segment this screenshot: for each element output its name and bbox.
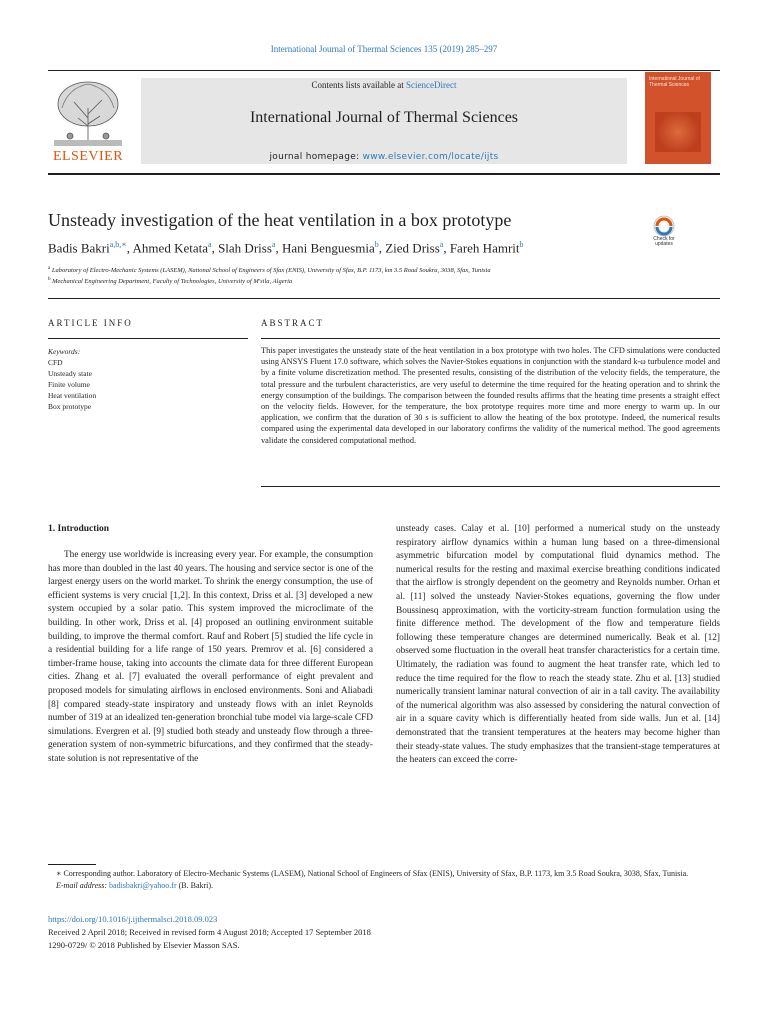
keywords-block xyxy=(48,346,96,412)
author-affiliation-marker[interactable]: a xyxy=(439,240,444,249)
abstract-end-rule xyxy=(261,486,720,487)
journal-cover-image[interactable] xyxy=(645,72,711,164)
author-name: Fareh Hamrit xyxy=(449,240,520,256)
check-updates-label: Check for updates xyxy=(653,236,675,247)
keyword: Box prototype xyxy=(48,402,92,411)
introduction-left-column: The energy use worldwide is increasing every year. For example, the consumption has more than doubled in the last 40 years. The housing and service sector is one of the largest energy users on the world market. To shrink the energy consumption, the use of efficient systems is very crucial [1,2]. In this context, Driss et al. [3] developed a new system occupied by a solar patio. This system improved the microclimate of the building. In other work, Driss et al. [4] proposed an outlining environment suitable building, to improve the thermal comfort. Rauf and Robert [5] studied the life cycle in a residential building for a life range of 150 years. Premrov et al. [6] considered a timber-frame house, taking into accounts the climate data for three different European cities. Zhang et al. [7] evaluated the overall performance of eight prevalent and proposed models for simulating airflows in enclosed environments. Soni and Aliabadi [8] compared steady-state inspiratory and unsteady flows with an inlet Reynolds number of 319 at an idealized ten-generation bronchial tube model via large-scale CFD simulations. Evergren et al. [9] studied both steady and unsteady flow through a three-generation system of non-symmetric bifurcations, and they confirmed that the steady-state solution is not representative of the xyxy=(48,550,373,764)
abstract-heading: ABSTRACT xyxy=(261,318,325,328)
affiliation-a xyxy=(48,266,491,274)
author-affiliation-marker[interactable]: a xyxy=(208,240,212,249)
author-name: Zied Driss xyxy=(385,240,440,256)
header-rule xyxy=(48,70,720,71)
keyword: Unsteady state xyxy=(48,369,92,378)
journal-homepage-line xyxy=(141,152,627,162)
affiliation-marker: a xyxy=(48,266,51,271)
introduction-right-column: unsteady cases. Calay et al. [10] performed a numerical study on the unsteady respiratory airflow dynamics within a human lung based on a three-dimensional asymmetric bifurcation model by computational fluid dynamics method. The numerical results for the resting and maximal exercise breathing conditions indicated that the airflow is strongly dependent on the geometry and Reynolds number. Orhan et al. [11] solved the unsteady Navier-Stokes equations, governing the flow under Boussinesq approximation, with the vorticity-stream function formulation using the finite difference method. The development of the flow and temperature fields following these temperature changes are determined numerically. Beak et al. [12] observed some fluctuation in the overall heat transfer characteristics for a certain time. Ultimately, the radiation was found to augment the heat transfer rate, which led to reduce the time required for the flow to reach the steady state. Zhu et al. [13] studied numerically transient laminar natural convection of air in a tall cavity. The availability of the numerical algorithm was also assessed by considering the natural convection of air in a square cavity which is differentially heated from side walls. Jun et al. [14] demonstrated that the transient temperatures at the heaters may become higher than their steady-state values. The study emphasizes that the transient-stage temperatures at the heaters can exceed the corre- xyxy=(396,524,720,766)
homepage-label: journal homepage: xyxy=(269,152,363,162)
contents-prefix: Contents lists available at xyxy=(311,80,406,90)
footnote xyxy=(48,868,720,892)
keyword: Heat ventilation xyxy=(48,391,97,400)
author-name: Hani Benguesmia xyxy=(281,240,375,256)
journal-header-band xyxy=(141,78,627,164)
author-affiliation-marker[interactable]: a xyxy=(271,240,276,249)
contents-line xyxy=(141,80,627,90)
elsevier-wordmark: ELSEVIER xyxy=(52,149,124,164)
email-line xyxy=(48,880,720,892)
affiliation-marker: b xyxy=(48,277,51,282)
header-rule-bottom xyxy=(48,173,720,175)
author-separator: , xyxy=(378,240,386,256)
author-separator: , xyxy=(211,240,219,256)
corresponding-author-note: ∗ Corresponding author. Laboratory of Electro-Mechanic Systems (LASEM), National School of Engineers of Sfax (ENIS), University of Sfax, B.P. 1173, km 3.5 Road Soukra, 3038, Sfax, Tunisia. xyxy=(56,869,689,878)
check-updates-icon xyxy=(646,215,682,237)
introduction-heading: 1. Introduction xyxy=(48,524,110,534)
author-name: Badis Bakri xyxy=(48,240,110,256)
author-affiliation-marker[interactable]: b xyxy=(374,240,379,249)
affiliation-b xyxy=(48,277,292,285)
email-label: E-mail address: xyxy=(56,881,110,890)
homepage-link[interactable]: www.elsevier.com/locate/ijts xyxy=(362,152,499,162)
keyword: Finite volume xyxy=(48,380,90,389)
received-dates: Received 2 April 2018; Received in revised form 4 August 2018; Accepted 17 September 2018 xyxy=(48,927,371,937)
cover-art xyxy=(655,112,701,152)
author-separator: , xyxy=(443,240,450,256)
elsevier-logo xyxy=(48,78,128,164)
article-title: Unsteady investigation of the heat ventilation in a box prototype xyxy=(48,210,512,230)
article-info-heading: ARTICLE INFO xyxy=(48,318,133,328)
abstract-rule xyxy=(261,338,720,339)
sciencedirect-link[interactable]: ScienceDirect xyxy=(406,80,457,90)
check-for-updates-badge[interactable] xyxy=(646,215,682,251)
affiliation-rule xyxy=(48,298,720,299)
keyword: CFD xyxy=(48,358,63,367)
doi-link[interactable]: https://doi.org/10.1016/j.ijthermalsci.2018.09.023 xyxy=(48,914,218,924)
author-separator: , xyxy=(126,240,133,256)
email-owner: (B. Bakri). xyxy=(176,881,214,890)
affiliation-text: Mechanical Engineering Department, Faculty of Technologies, University of M'sila, Algeria xyxy=(50,278,293,286)
author-name: Slah Driss xyxy=(218,240,272,256)
cover-title: International Journal of Thermal Sciences xyxy=(649,76,700,88)
author-list xyxy=(48,240,524,256)
author-affiliation-marker[interactable]: a,b,∗ xyxy=(109,240,127,249)
abstract-text: This paper investigates the unsteady state of the heat ventilation in a box prototype with two holes. The CFD simulations were conducted using ANSYS Fluent 17.0 software, which solves the Navier-Stokes equations in conjunction with the standard k-ω turbulence model and by a finite volume discretization method. The presented results, consisting of the distribution of the velocity fields, the temperature, the total pressure and the turbulent characteristics, are very useful to determine the time required for the heating operation and to shrink the energy consumption of the buildings. The comparison between the founded results affirms that the heating time presents a straight effect on the velocity fields. However, for the temperature, the box prototype requires more time and more energy to warm up. In our application, we confirm that the duration of 30 s is sufficient to allow the heating of the box prototype. Indeed, the numerical results compared using the experimental data developed in our laboratory confirms the validity of the numerical method. The good agreements validate the considered computational method. xyxy=(261,346,720,445)
article-info-rule xyxy=(48,338,248,339)
footnote-rule xyxy=(48,864,96,865)
journal-citation-line[interactable]: International Journal of Thermal Sciences 135 (2019) 285–297 xyxy=(270,44,498,54)
author-affiliation-marker[interactable]: b xyxy=(519,240,524,249)
copyright-line: 1290-0729/ © 2018 Published by Elsevier Masson SAS. xyxy=(48,940,240,950)
email-link[interactable]: badisbakri@yahoo.fr xyxy=(109,881,177,890)
journal-title: International Journal of Thermal Sciences xyxy=(249,109,519,126)
author-name: Ahmed Ketata xyxy=(132,240,208,256)
elsevier-tree-icon xyxy=(48,78,128,148)
affiliation-text: Laboratory of Electro-Mechanic Systems (LASEM), National School of Engineers of Sfax (ENIS), University of Sfax, B.P. 1173, km 3.5 Road Soukra, 3038, Sfax, Tunisia xyxy=(50,267,491,275)
keywords-label: Keywords: xyxy=(48,347,81,356)
author-separator: , xyxy=(275,240,282,256)
